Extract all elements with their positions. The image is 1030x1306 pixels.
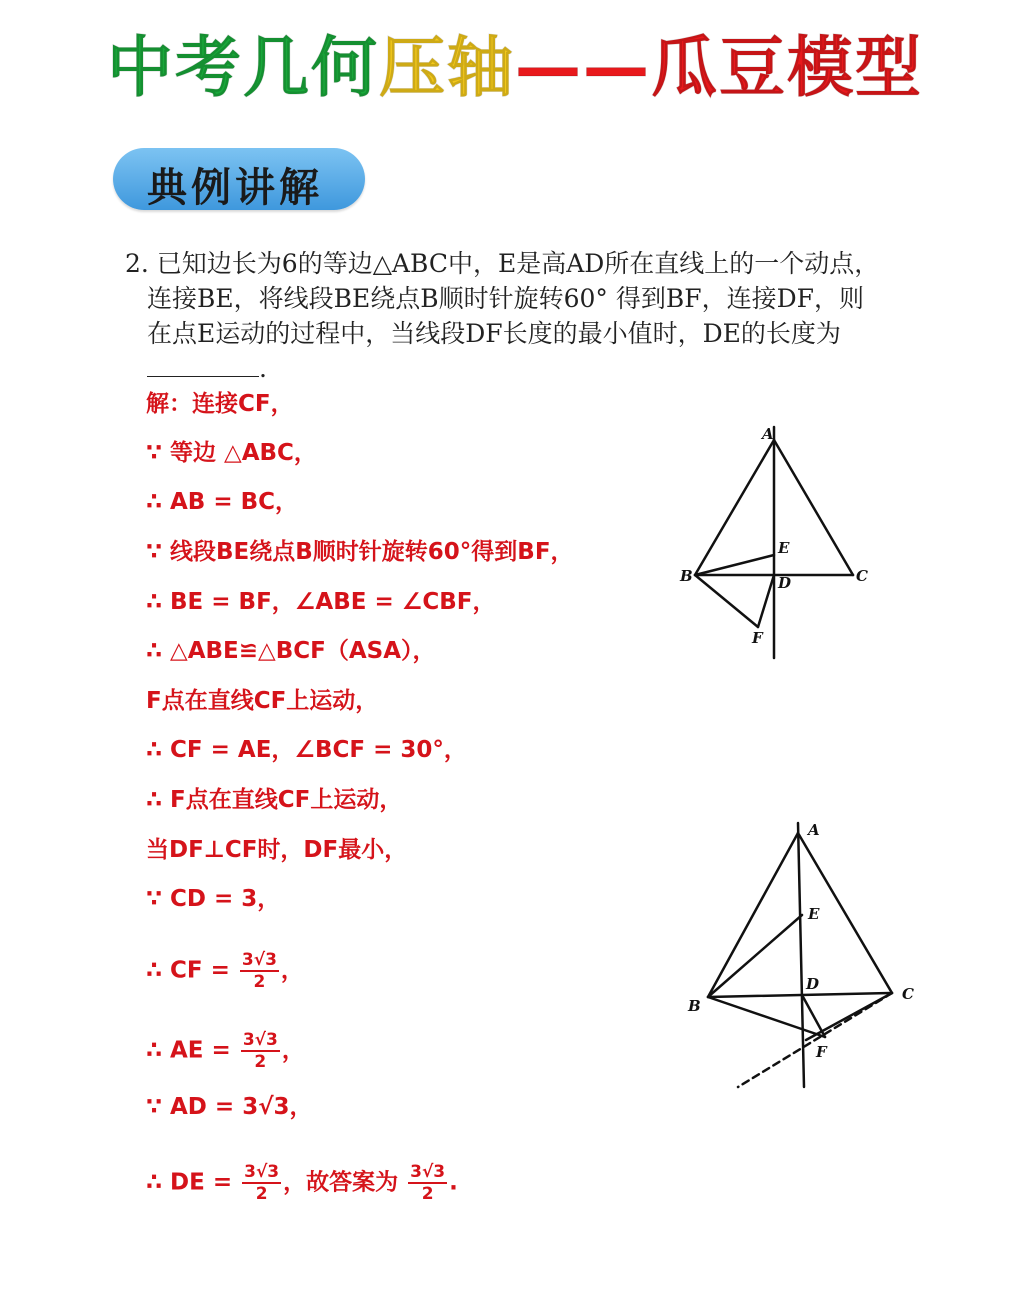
- solution-line-1: 解：连接CF，: [146, 391, 294, 417]
- comma: ，: [280, 957, 304, 984]
- section-badge-label: 典例讲解: [147, 165, 323, 211]
- segment-bc: [708, 993, 892, 997]
- label-e: E: [778, 539, 790, 557]
- answer-fraction-numerator: 3√3: [410, 1162, 446, 1182]
- solution-line-3: ∴ AB = BC，: [146, 489, 299, 515]
- segment-ab: [708, 833, 798, 997]
- figure-2: [680, 815, 930, 1095]
- segment-df: [758, 575, 774, 627]
- solution-line-13-text: ∴ AE =: [146, 1037, 231, 1064]
- solution-line-8: ∴ CF = AE，∠BCF = 30°，: [146, 737, 467, 763]
- fraction: [242, 1162, 281, 1204]
- answer-fraction-denominator: 2: [421, 1184, 434, 1204]
- figure-1: [670, 415, 880, 665]
- solution-line-5: ∴ BE = BF，∠ABE = ∠CBF，: [146, 589, 496, 615]
- problem-statement: [125, 246, 925, 386]
- comma: ，: [281, 1037, 305, 1064]
- solution-line-10: 当DF⊥CF时，DF最小，: [146, 837, 408, 863]
- problem-line-1: 2. 已知边长为6的等边△ABC中，E是高AD所在直线上的一个动点，: [125, 249, 880, 278]
- solution-line-12-text: ∴ CF =: [146, 957, 230, 984]
- problem-line-2: 连接BE，将线段BE绕点B顺时针旋转60° 得到BF，连接DF，则: [147, 284, 864, 313]
- label-f: F: [752, 629, 763, 647]
- solution-line-12: [146, 950, 304, 992]
- solution-line-13: [146, 1030, 305, 1072]
- label-d: D: [806, 975, 820, 993]
- solution-line-14: ∵ AD = 3√3，: [146, 1094, 313, 1120]
- fraction: [241, 1030, 280, 1072]
- problem-line-4: [125, 351, 925, 386]
- problem-line-3: 在点E运动的过程中，当线段DF长度的最小值时，DE的长度为: [147, 319, 841, 348]
- problem-line-4-period: .: [259, 354, 267, 383]
- label-e: E: [808, 905, 820, 923]
- line-cf-dashed: [738, 993, 892, 1087]
- segment-ab: [695, 440, 774, 575]
- label-a: A: [762, 425, 774, 443]
- fraction-numerator: 3√3: [242, 1030, 278, 1050]
- solution-line-15-text: ∴ DE =: [146, 1169, 233, 1196]
- fraction-numerator: 3√3: [241, 950, 277, 970]
- solution-line-4: ∵ 线段BE绕点B顺时针旋转60°得到BF，: [146, 539, 574, 565]
- solution-line-15: [146, 1162, 458, 1204]
- title-part-2: 压轴: [379, 29, 515, 106]
- label-a: A: [808, 821, 820, 839]
- period: .: [449, 1169, 458, 1196]
- fraction-numerator: 3√3: [244, 1162, 280, 1182]
- solution-line-9: ∴ F点在直线CF上运动，: [146, 787, 403, 813]
- title-part-4: 瓜豆模型: [651, 29, 923, 106]
- label-c: C: [856, 567, 868, 585]
- label-f: F: [816, 1043, 827, 1061]
- answer-blank: [147, 354, 259, 377]
- title-dash: ——: [515, 29, 651, 106]
- segment-be: [708, 915, 802, 997]
- label-c: C: [902, 985, 914, 1003]
- segment-bf: [695, 575, 758, 627]
- answer-intro: ，故答案为: [283, 1169, 399, 1196]
- solution-line-2: ∵ 等边 △ABC，: [146, 440, 317, 466]
- solution-line-7: F点在直线CF上运动，: [146, 688, 379, 714]
- answer-fraction: [408, 1162, 447, 1204]
- fraction-denominator: 2: [254, 1052, 267, 1072]
- label-d: D: [778, 574, 792, 592]
- fraction-denominator: 2: [253, 972, 266, 992]
- label-b: B: [688, 997, 701, 1015]
- solution-line-11: ∵ CD = 3，: [146, 886, 281, 912]
- section-badge: [113, 148, 365, 210]
- label-b: B: [680, 567, 693, 585]
- solution-line-6: ∴ △ABE≌△BCF（ASA），: [146, 638, 436, 664]
- fraction-denominator: 2: [255, 1184, 268, 1204]
- segment-be: [695, 555, 774, 575]
- title-part-1: 中考几何: [107, 29, 379, 106]
- fraction: [240, 950, 279, 992]
- page-title: [0, 28, 1030, 108]
